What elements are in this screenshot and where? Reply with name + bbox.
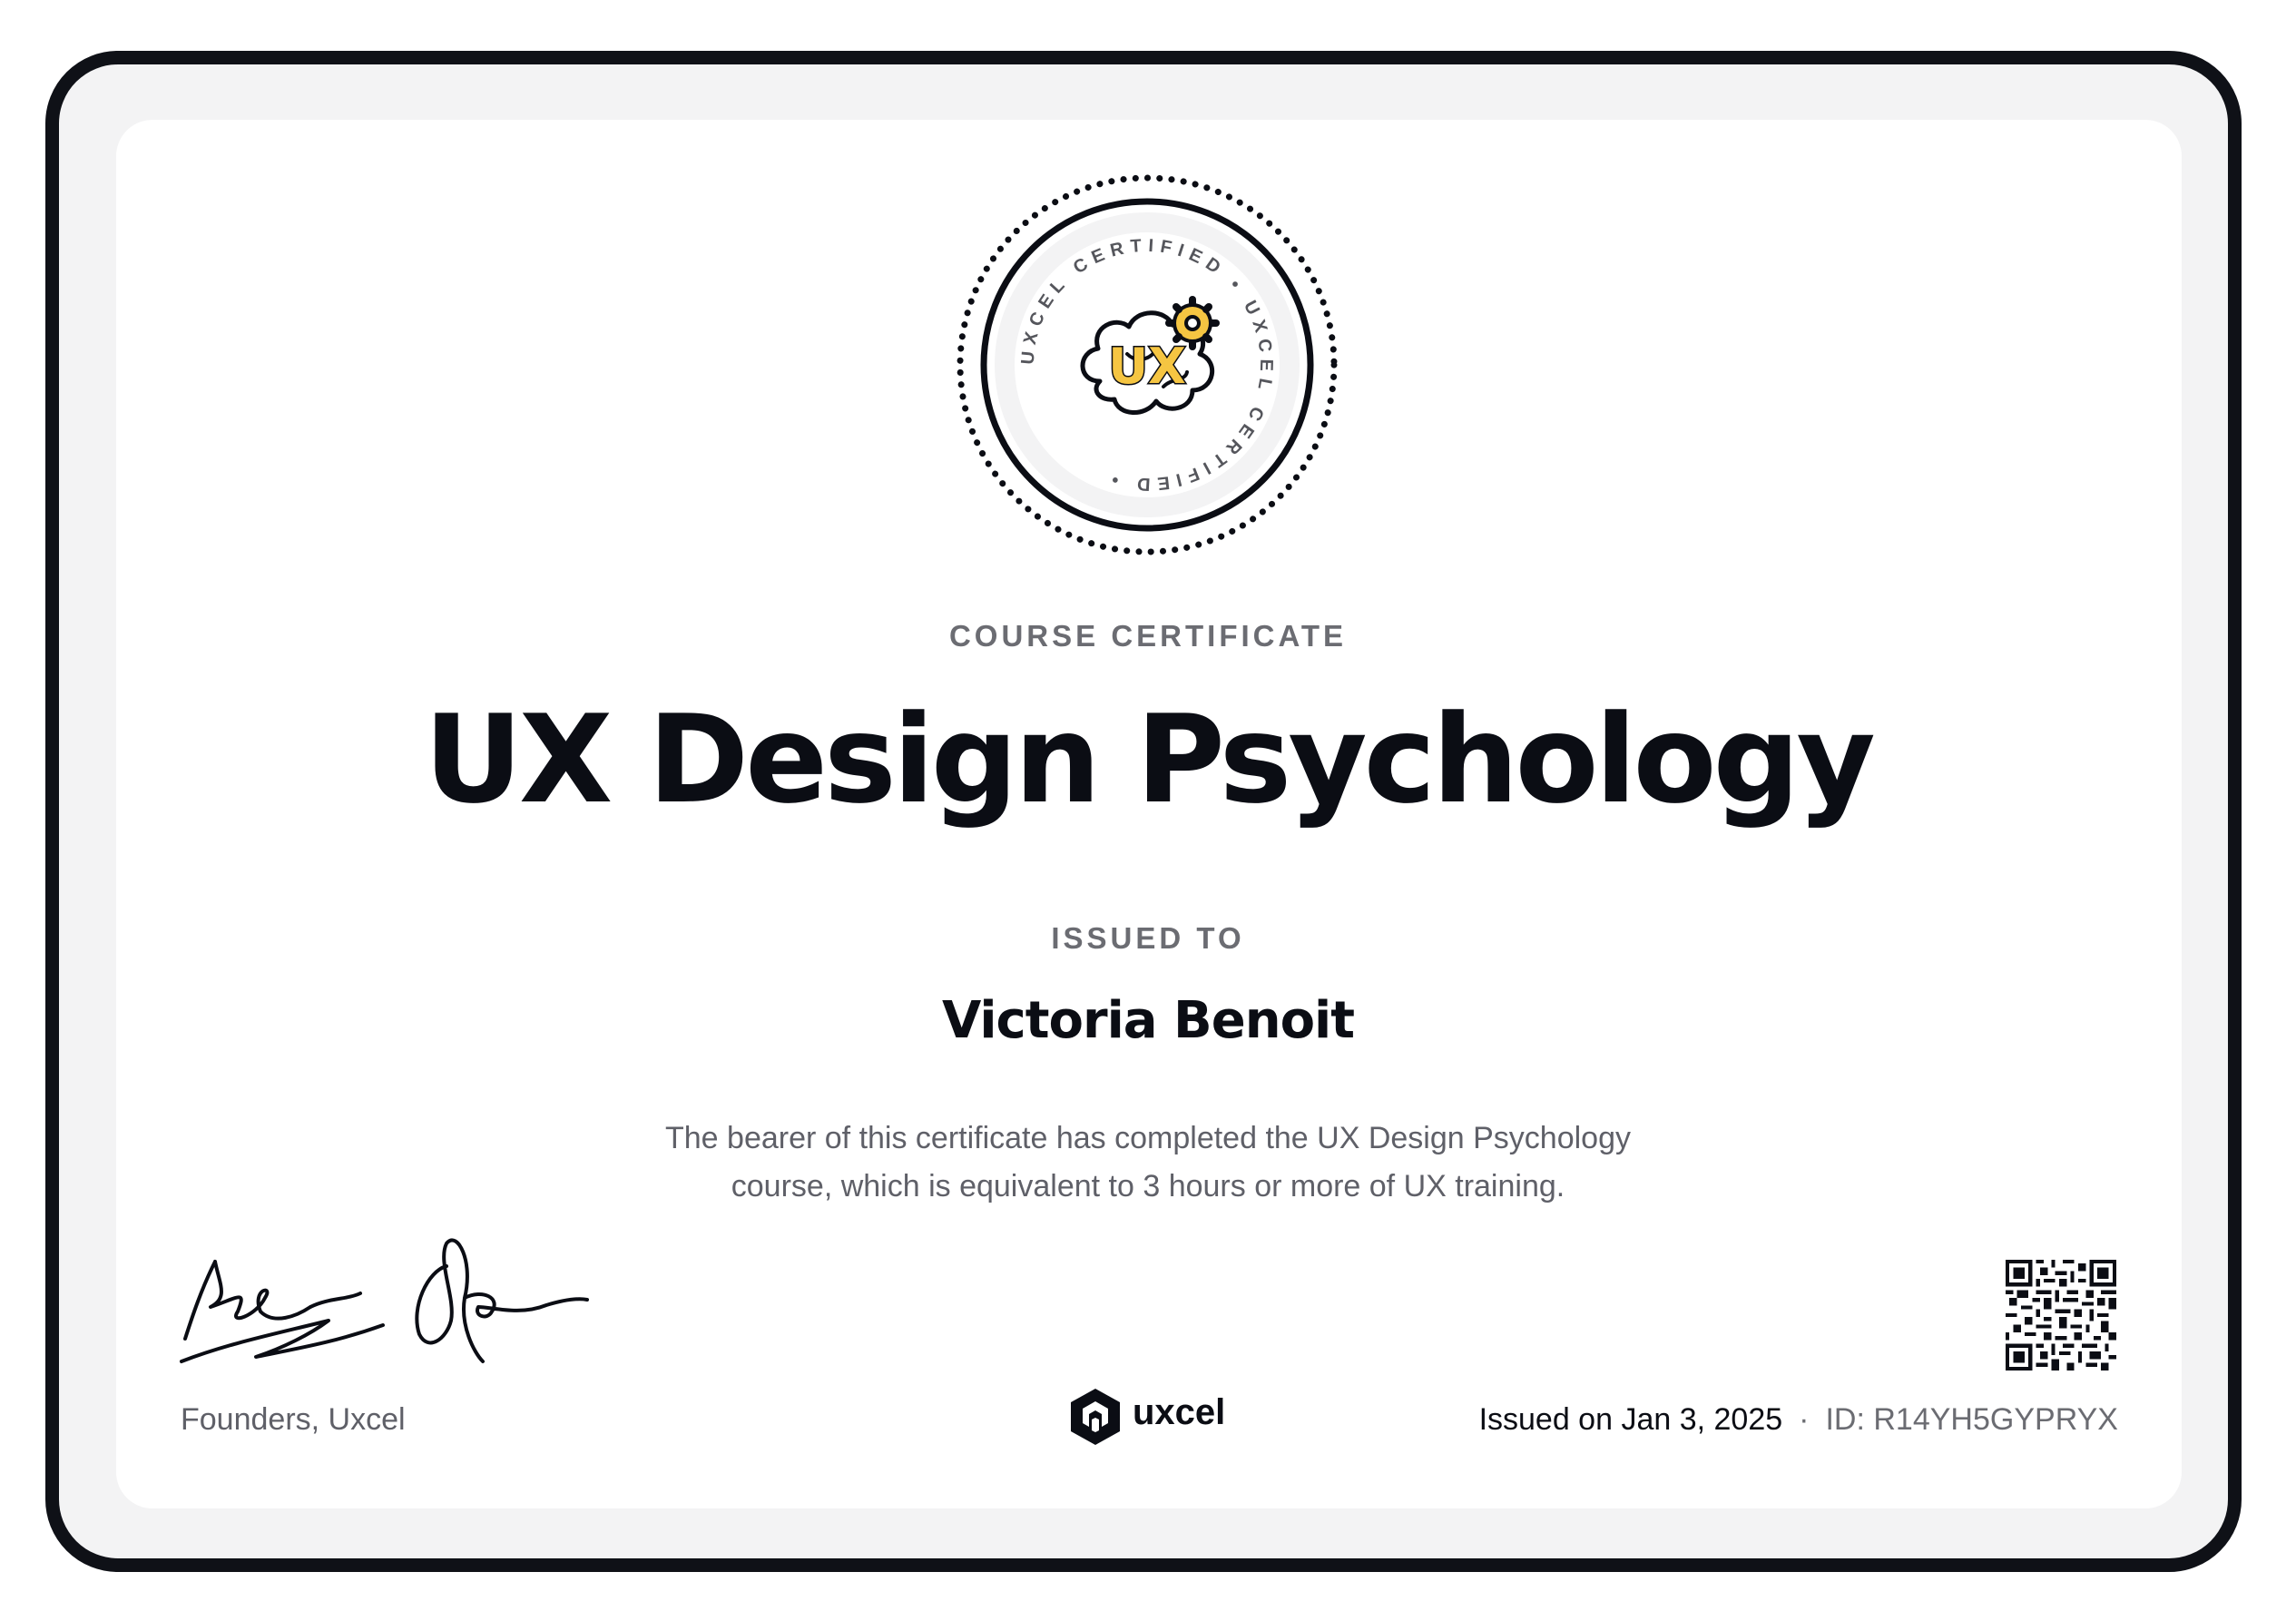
recipient-name: Victoria Benoit — [941, 991, 1355, 1050]
seal-badge-text: UX — [1108, 338, 1186, 395]
issued-separator: · — [1799, 1402, 1810, 1437]
uxcel-logo — [1067, 1385, 1267, 1449]
brand-name: uxcel — [1133, 1392, 1226, 1432]
uxcel-cube-icon — [1067, 1387, 1123, 1447]
description-line-2: course, which is equivalent to 3 hours or more of UX training. — [731, 1169, 1565, 1203]
course-certificate-label: COURSE CERTIFICATE — [948, 619, 1348, 653]
course-title: UX Design Psychology — [424, 689, 1872, 830]
seal-ring-text: UXCEL CERTIFIED • UXCEL CERTIFIED • — [1017, 235, 1277, 495]
issued-to-label: ISSUED TO — [1051, 921, 1245, 955]
certificate-description — [0, 1115, 2296, 1211]
certificate-id[interactable]: ID: R14YH5GYPRYX — [1825, 1402, 2118, 1437]
qr-code[interactable] — [2006, 1260, 2116, 1370]
issued-date: Issued on Jan 3, 2025 — [1478, 1402, 1783, 1437]
founders-label: Founders, Uxcel — [181, 1402, 406, 1437]
founder-signatures — [174, 1234, 592, 1380]
uxcel-certified-seal — [955, 172, 1339, 557]
issued-info — [1434, 1402, 2118, 1438]
description-line-1: The bearer of this certificate has completed the UX Design Psychology — [665, 1121, 1631, 1155]
